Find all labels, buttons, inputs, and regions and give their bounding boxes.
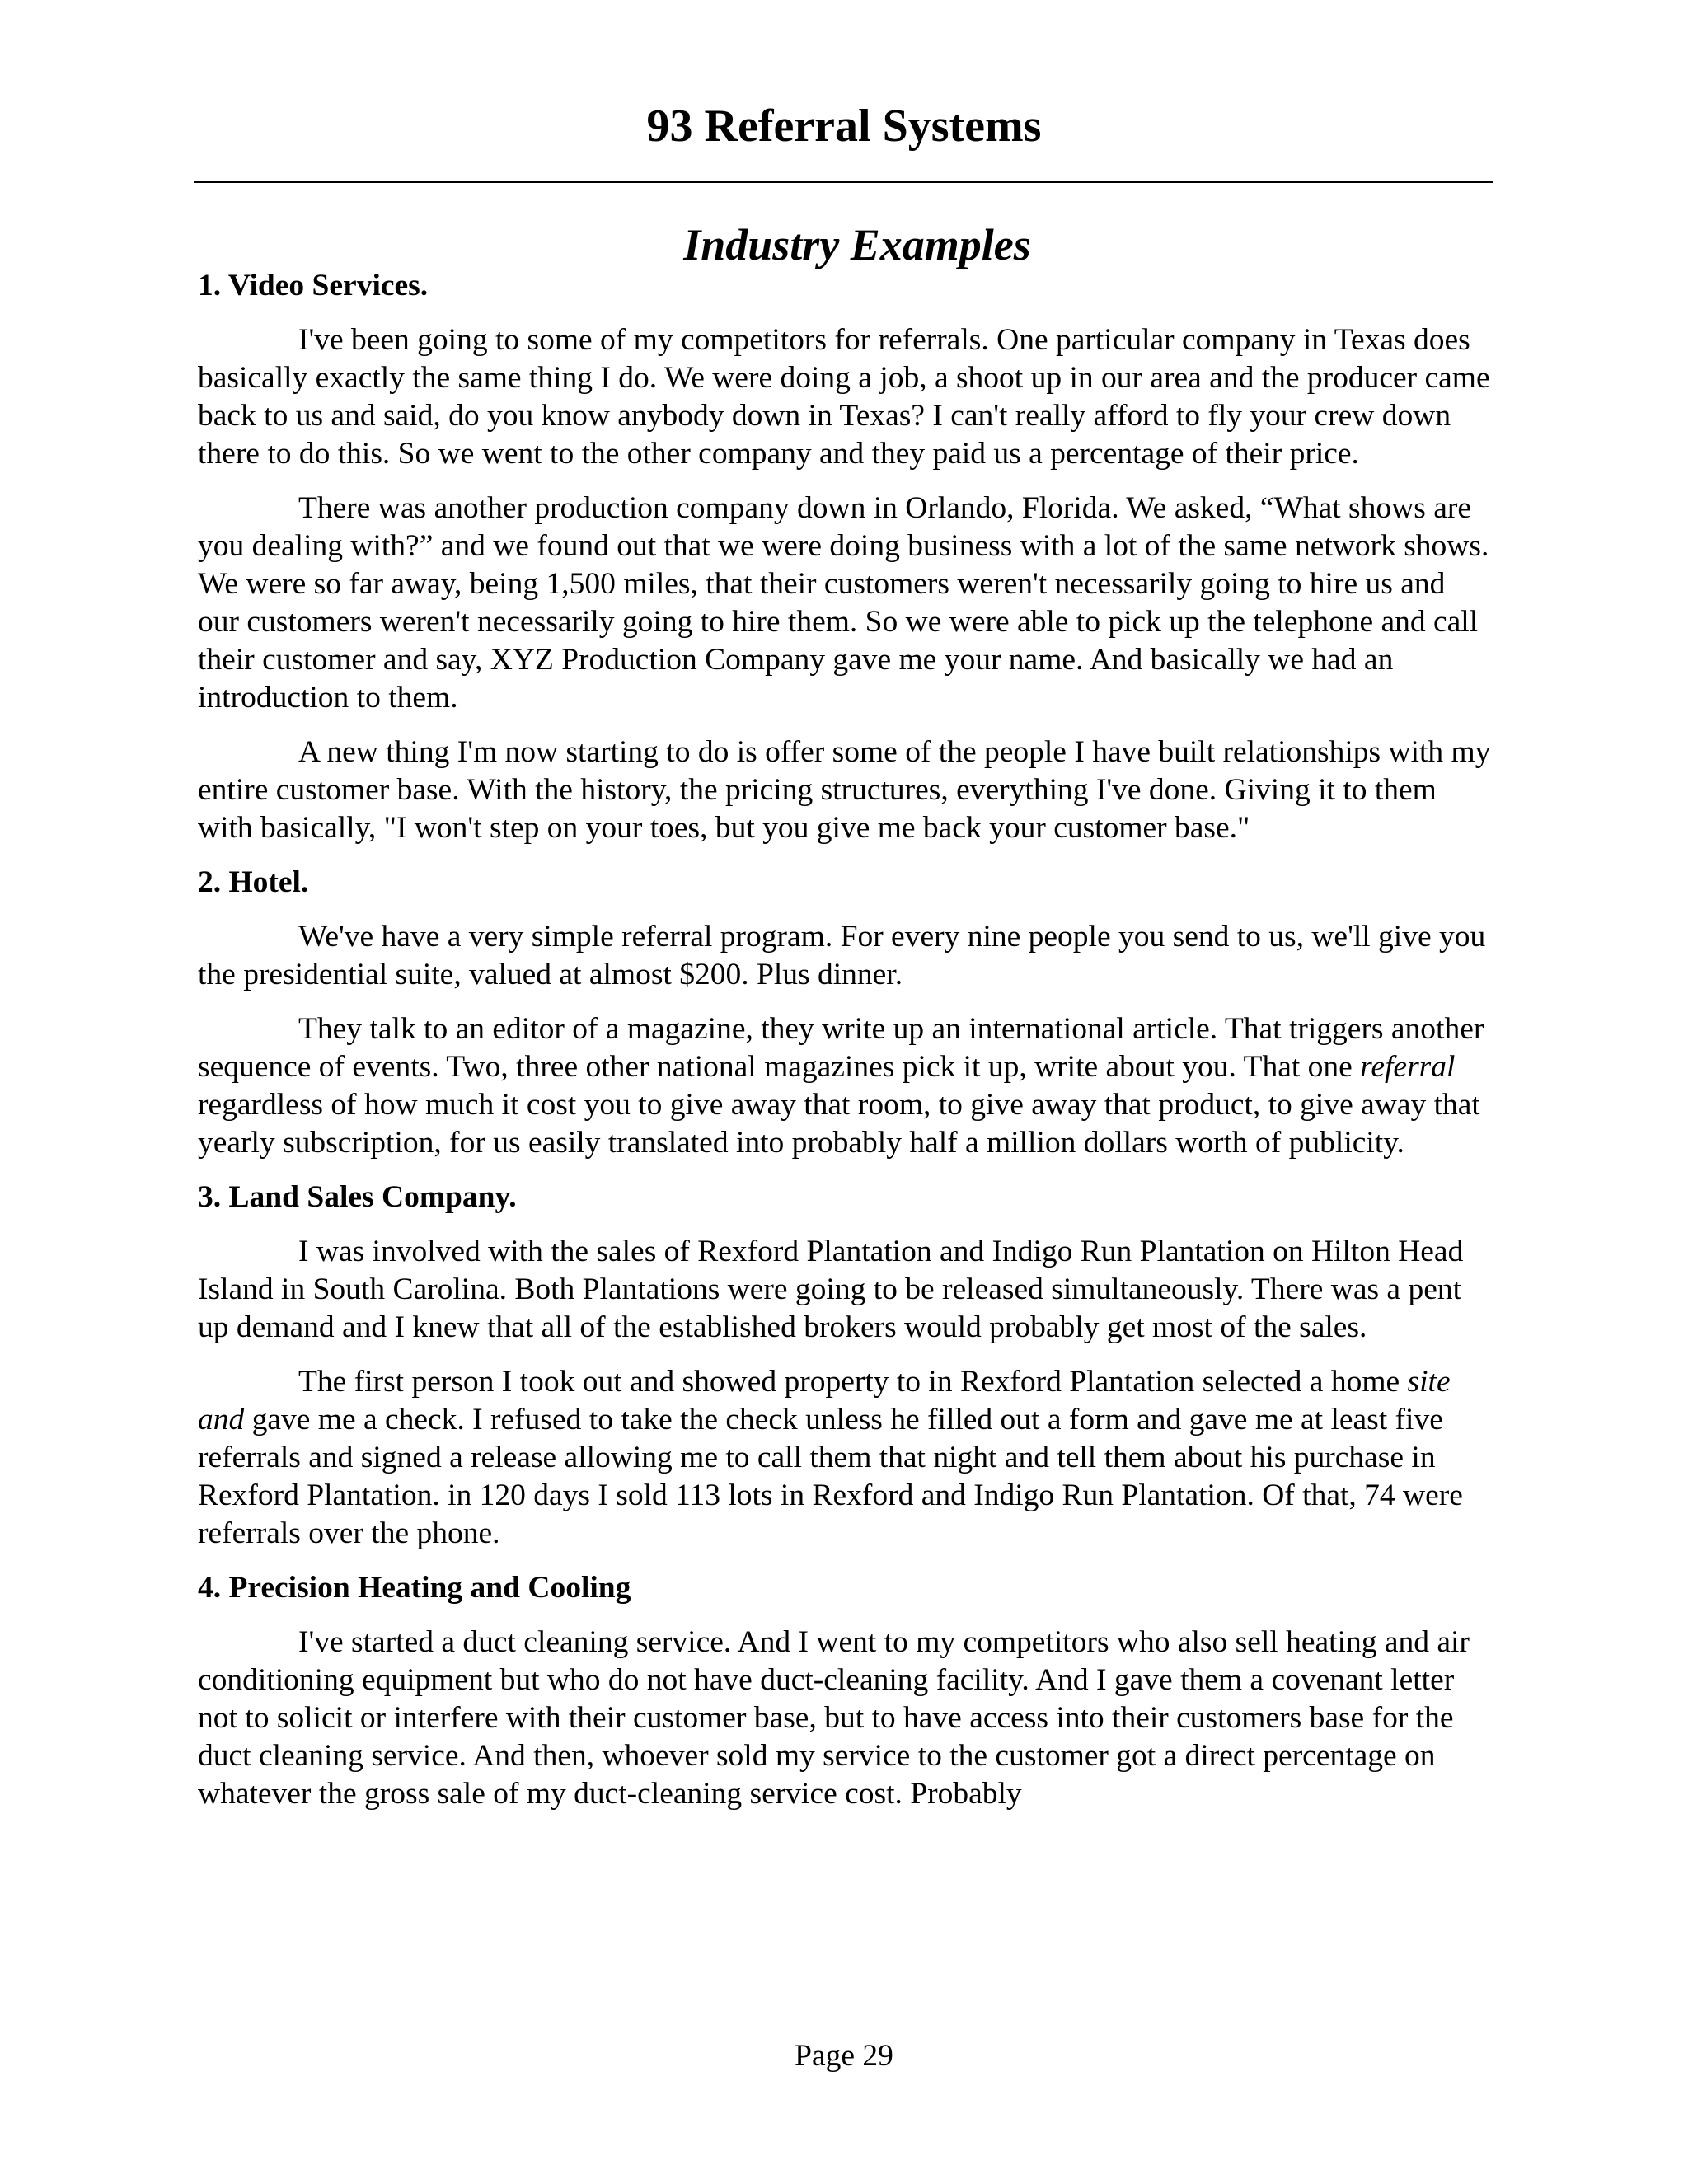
italic-text-run: referral <box>1360 1050 1456 1084</box>
example-heading: 4. Precision Heating and Cooling <box>198 1571 631 1605</box>
text-run: I've been going to some of my competitors for referrals. One particular company in Texas does basically exactly the same thing I do. We were doing a job, a shoot up in our area and the producer came back to us and said, do you know anybody down in Texas? I can't really afford to fly your crew down there to do this. So we went to the other company and they paid us a percentage of their price. <box>198 323 1490 471</box>
example-paragraph <box>198 918 1492 994</box>
page-header-title: 93 Referral Systems <box>646 101 1042 152</box>
text-run: The first person I took out and showed property to in Rexford Plantation selected a home <box>298 1365 1408 1399</box>
example-paragraph <box>198 1624 1492 1813</box>
examples-list <box>198 267 1492 1813</box>
text-run: regardless of how much it cost you to give away that room, to give away that product, to give away that yearly subscription, for us easily translated into probably half a million dollars worth of publicity. <box>198 1088 1480 1160</box>
text-run: I've started a duct cleaning service. And I went to my competitors who also sell heating and air conditioning equipment but who do not have duct-cleaning facility. And I gave them a covenant letter not to solicit or interfere with their customer base, but to have access into their customers base for the duct cleaning service. And then, whoever sold my service to the customer got a direct percentage on whatever the gross sale of my duct-cleaning service cost. Probably <box>198 1625 1470 1811</box>
example-paragraph <box>198 490 1492 717</box>
page-number: Page 29 <box>795 2039 893 2073</box>
header-divider <box>194 181 1493 183</box>
example-heading: 2. Hotel. <box>198 865 309 899</box>
text-run: We've have a very simple referral program. For every nine people you send to us, we'll give you the presidential suite, valued at almost $200. Plus dinner. <box>198 920 1486 991</box>
section-title: Industry Examples <box>683 220 1031 269</box>
example-heading: 1. Video Services. <box>198 269 429 302</box>
example-paragraph <box>198 1233 1492 1347</box>
text-run: They talk to an editor of a magazine, they write up an international article. That triggers another sequence of events. Two, three other national magazines pick it up, write about you. That one <box>198 1012 1484 1084</box>
example-section <box>198 1179 1492 1553</box>
example-heading: 3. Land Sales Company. <box>198 1180 517 1214</box>
example-paragraph <box>198 1010 1492 1162</box>
text-run: I was involved with the sales of Rexford Plantation and Indigo Run Plantation on Hilton Head Island in South Carolina. Both Plantations were going to be released simultaneously. There was a pent up demand and I knew that all of the established brokers would probably get most of the sales. <box>198 1235 1464 1344</box>
page-content <box>198 216 1492 1830</box>
example-paragraph <box>198 321 1492 473</box>
example-paragraph <box>198 1363 1492 1553</box>
example-paragraph <box>198 733 1492 847</box>
text-run: gave me a check. I refused to take the check unless he filled out a form and gave me at least five referrals and signed a release allowing me to call them that night and tell them about his purchase in Rexford Plantation. in 120 days I sold 113 lots in Rexford and Indigo Run Plantation. Of that, 74 were referrals over the phone. <box>198 1403 1463 1550</box>
example-section <box>198 1569 1492 1813</box>
example-section <box>198 267 1492 847</box>
text-run: A new thing I'm now starting to do is offer some of the people I have built relationships with my entire customer base. With the history, the pricing structures, everything I've done. Giving it to them with basically, "I won't step on your toes, but you give me back your customer base." <box>198 735 1491 845</box>
text-run: There was another production company down in Orlando, Florida. We asked, “What shows are you dealing with?” and we found out that we were doing business with a lot of the same network shows. We were so far away, being 1,500 miles, that their customers weren't necessarily going to hire us and our customers weren't necessarily going to hire them. So we were able to pick up the telephone and call their customer and say, XYZ Production Company gave me your name. And basically we had an introduction to them. <box>198 491 1489 715</box>
example-section <box>198 864 1492 1162</box>
italic-text-run: site and <box>198 1365 1451 1436</box>
